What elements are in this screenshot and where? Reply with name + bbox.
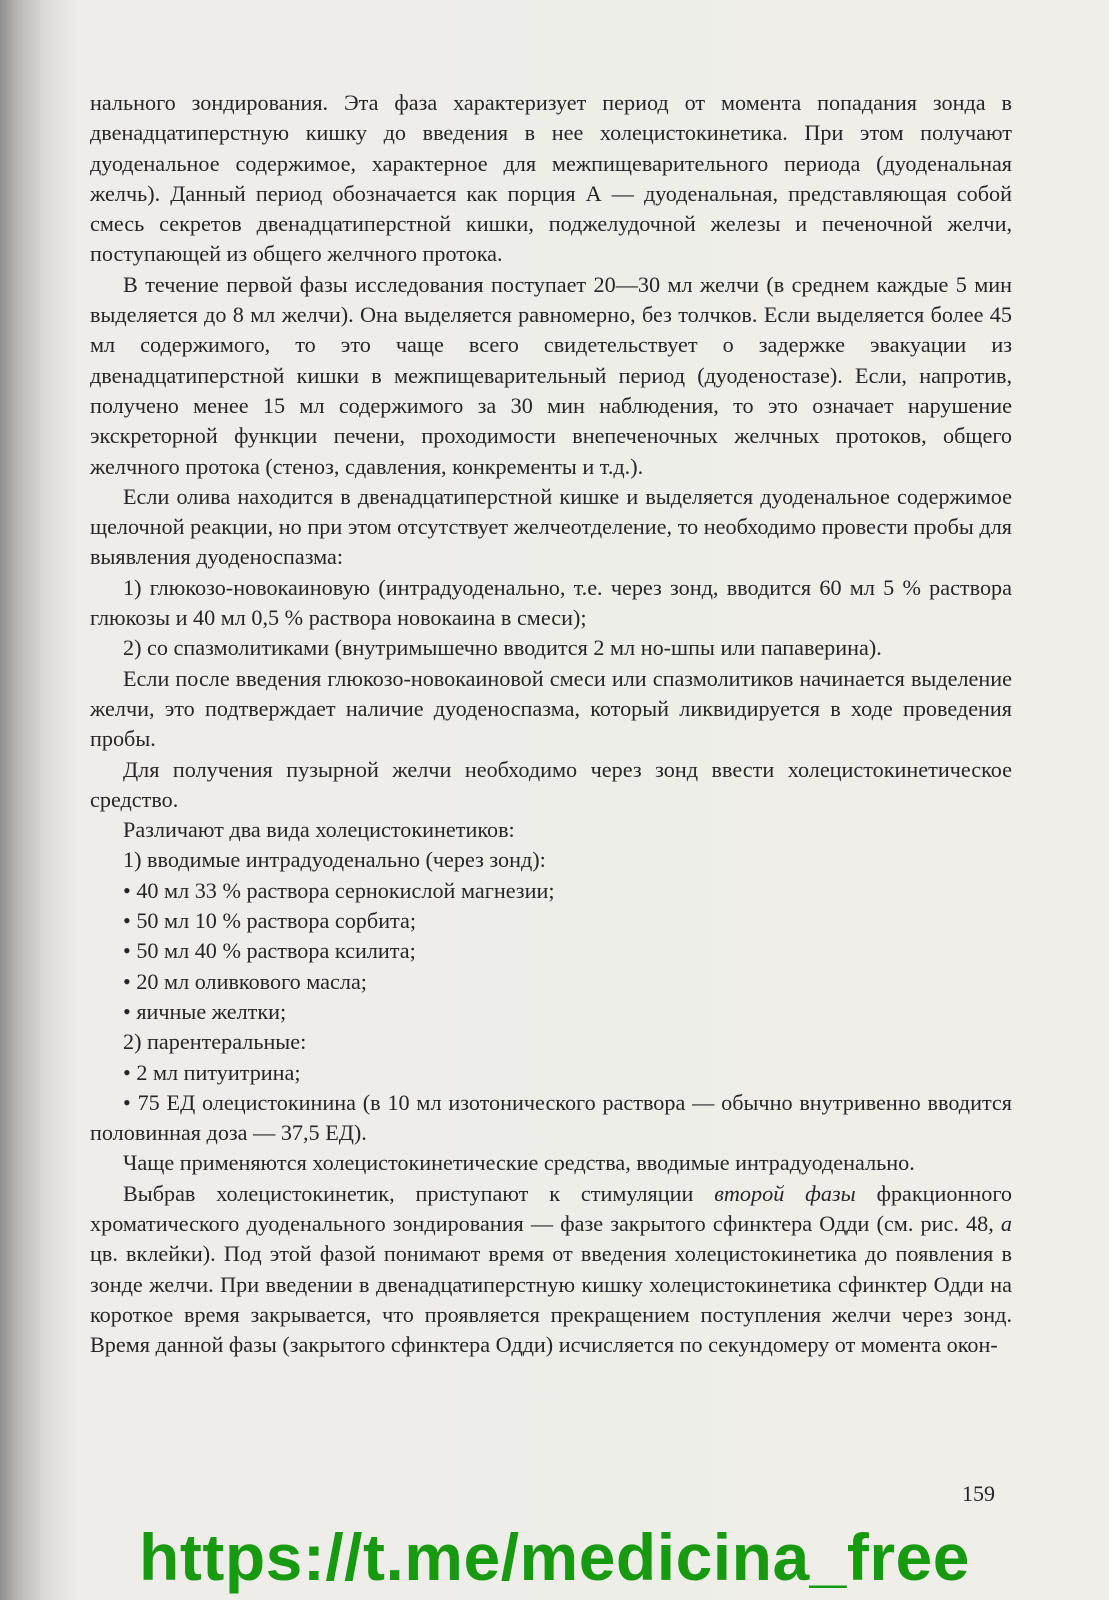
paragraph: Если после введения глюкозо-новокаиновой смеси или спазмолитиков начинается выделение желчи, это подтверждает наличие дуоденоспазма, который ликвидируется в ходе проведения пробы.: [90, 665, 1012, 752]
page-number: 159: [962, 1481, 995, 1506]
list-item: 1) глюкозо-новокаиновую (интрадуоденально, т.е. через зонд, вводится 60 мл 5 % раствора глюкозы и 40 мл 0,5 % раствора новокаина в смеси);: [90, 574, 1012, 631]
emphasis-second-phase: второй фазы: [714, 1180, 856, 1206]
text-run: фракционного хроматического дуоденального зондирования — фазе закрытого сфинктера Одди (см. рис. 48,: [90, 1180, 1012, 1236]
body-text: [90, 88, 1012, 1360]
paragraph: В течение первой фазы исследования поступает 20—30 мл желчи (в среднем каждые 5 мин выделяется до 8 мл желчи). Она выделяется равномерно, без толчков. Если выделяется более 45 мл содержимого, то это чаще всего свидетельствует о задержке эвакуации из двенадцатиперстной кишки в межпищеварительный период (дуоденостазе). Если, напротив, получено менее 15 мл содержимого за 30 мин наблюдения, то это означает нарушение экскреторной функции печени, проходимости внепеченочных желчных протоков, общего желчного протока (стеноз, сдавления, конкременты и т.д.).: [90, 271, 1012, 479]
text-run: цв. вклейки). Под этой фазой понимают время от введения холецистокинетика до появления в зонде желчи. При введении в двенадцатиперстную кишку холецистокинетика сфинктер Одди на короткое время закрывается, что проявляется прекращением поступления желчи через зонд. Время данной фазы (закрытого сфинктера Одди) исчисляется по секундомеру от момента окон-: [90, 1241, 1012, 1358]
text-run: Выбрав холецистокинетик, приступают к стимуляции: [123, 1180, 715, 1206]
paragraph: Для получения пузырной желчи необходимо через зонд ввести холецистокинетическое средство.: [90, 756, 1012, 812]
paragraph-second-phase: [90, 1179, 1012, 1361]
list-item: • 20 мл оливкового масла;: [123, 968, 367, 994]
emphasis-figure-letter: а: [1000, 1210, 1012, 1236]
paragraph: Если олива находится в двенадцатиперстной кишке и выделяется дуоденальное содержимое щелочной реакции, но при этом отсутствует желчеотделение, то необходимо провести пробы для выявления дуоденоспазма:: [90, 483, 1012, 570]
list-item: • 50 мл 10 % раствора сорбита;: [123, 908, 417, 934]
list-item: 2) со спазмолитиками (внутримышечно вводится 2 мл но-шпы или папаверина).: [123, 635, 882, 661]
list-item: • 50 мл 40 % раствора ксилита;: [123, 938, 416, 964]
list-heading: Различают два вида холецистокинетиков:: [123, 817, 515, 843]
list-item: • яичные желтки;: [123, 998, 287, 1024]
list-item: • 75 ЕД олецистокинина (в 10 мл изотонического раствора — обычно внутривенно вводится половинная доза — 37,5 ЕД).: [90, 1089, 1012, 1146]
list-item: • 2 мл питуитрина;: [123, 1059, 301, 1085]
list-item: 1) вводимые интрадуоденально (через зонд):: [123, 847, 546, 873]
paragraph: Чаще применяются холецистокинетические средства, вводимые интрадуоденально.: [123, 1150, 915, 1176]
list-item: 2) парентеральные:: [123, 1029, 307, 1055]
paragraph: нального зондирования. Эта фаза характеризует период от момента попадания зонда в двенадцатиперстную кишку до введения в нее холецистокинетика. При этом получают дуоденальное содержимое, характерное для межпищеварительного периода (дуоденальная желчь). Данный период обозначается как порция А — дуоденальная, представляющая собой смесь секретов двенадцатиперстной кишки, поджелудочной железы и печеночной желчи, поступающей из общего желчного протока.: [90, 90, 1012, 267]
watermark-link: https://t.me/medicina_free: [139, 1520, 970, 1594]
list-item: • 40 мл 33 % раствора сернокислой магнезии;: [123, 877, 555, 903]
